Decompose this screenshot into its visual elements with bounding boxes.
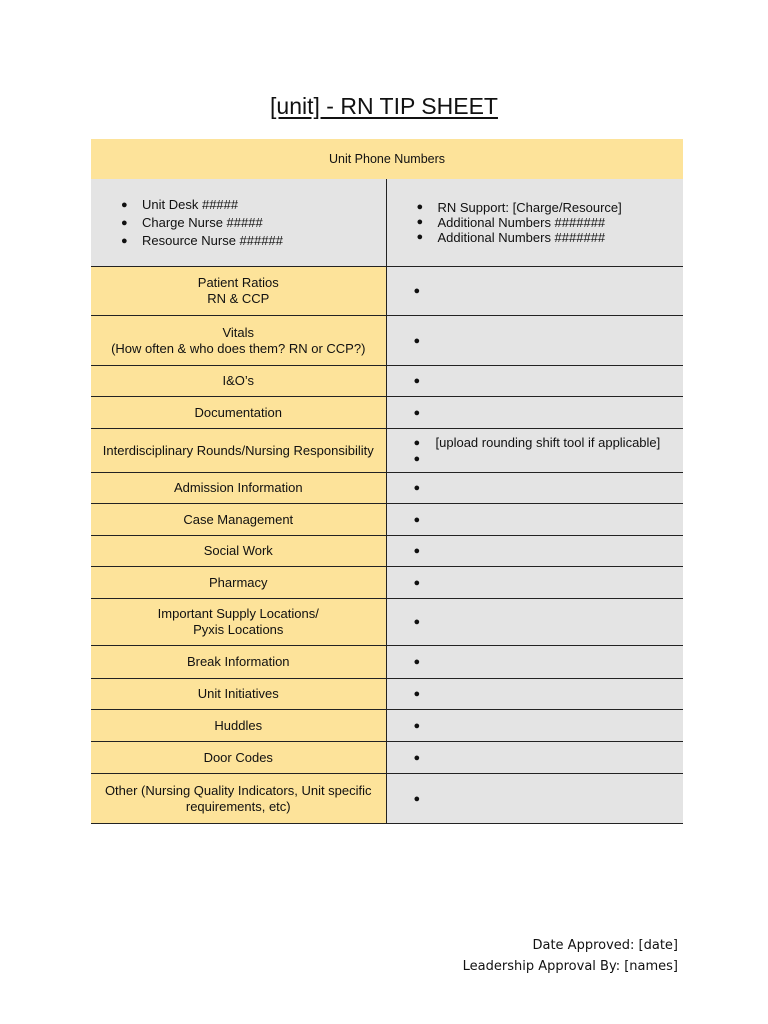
topic-label [91,646,386,679]
bullet-icon: ● [413,576,421,589]
entry-bullet-item [387,686,684,702]
bullet-icon: ● [413,751,421,764]
bullet-icon: ● [121,198,128,211]
bullet-icon: ● [413,513,421,526]
leadership-approval: Leadership Approval By: [names] [462,959,678,974]
bullet-icon: ● [413,285,421,297]
topic-entry [386,742,683,774]
topic-label-line: (How often & who does them? RN or CCP?) [111,340,366,356]
bullet-icon: ● [416,201,424,213]
bullet-icon: ● [413,719,421,732]
entry-bullet-item [387,512,684,528]
phone-number-item [416,230,684,245]
topic-entry [386,316,683,366]
bullet-icon: ● [416,216,424,228]
entry-bullet-item [387,435,684,451]
phone-numbers-heading: Unit Phone Numbers [91,139,683,179]
topic-row [91,774,683,824]
topic-label-line: I&O’s [222,373,255,388]
entry-bullet-item [387,333,684,349]
topic-label [91,504,386,536]
topic-label-line: Case Management [183,511,294,527]
topic-label [91,742,386,774]
topic-entry [386,473,683,504]
topic-label-line: Patient Ratios [197,275,279,290]
topic-label [91,536,386,567]
topic-label [91,567,386,599]
phone-numbers-right-cell [386,179,683,267]
topic-label [91,429,386,473]
topic-entry [386,504,683,536]
entry-bullet-item [387,614,684,630]
topic-label [91,710,386,742]
topic-label-line: Door Codes [203,749,273,765]
phone-numbers-right-list [387,200,684,245]
topic-label [91,473,386,504]
topic-entry [386,710,683,742]
topic-label-line: Documentation [194,404,282,420]
topic-row [91,646,683,679]
topic-row [91,567,683,599]
tip-sheet-table [91,139,683,824]
entry-bullet-item [387,373,684,389]
document-title: [unit] - RN TIP SHEET [270,93,498,119]
topic-label-line: Other (Nursing Quality Indicators, Unit specific [104,782,372,798]
phone-number-text: Unit Desk ##### [142,196,239,212]
entry-bullet-item [387,543,684,559]
topic-entry [386,366,683,397]
entry-bullet-item [387,405,684,421]
topic-label-line: Admission Information [173,480,303,495]
bullet-icon: ● [413,452,421,465]
bullet-icon: ● [413,616,421,628]
phone-number-text: RN Support: [Charge/Resource] [437,200,622,215]
entry-bullet-item [387,750,684,766]
topic-entry [386,599,683,646]
topic-row [91,267,683,316]
entry-bullet-item [387,575,684,591]
topic-row [91,679,683,710]
topic-label [91,366,386,397]
approval-footer [463,935,678,977]
bullet-icon: ● [413,482,421,494]
phone-number-item [416,200,684,215]
topic-label [91,267,386,316]
phone-number-text: Resource Nurse ###### [142,232,283,248]
topic-row [91,599,683,646]
topic-label-line: requirements, etc) [185,798,291,814]
topic-row [91,316,683,366]
entry-bullet-item [387,451,684,467]
topic-row [91,429,683,473]
bullet-icon: ● [413,406,421,419]
topic-entry [386,429,683,473]
entry-bullet-item [387,718,684,734]
phone-number-item [416,215,684,230]
topic-entry [386,536,683,567]
entry-bullet-item [387,791,684,807]
bullet-icon: ● [413,792,421,805]
phone-number-item [121,214,386,232]
topic-label-line: RN & CCP [207,291,270,306]
topic-entry [386,397,683,429]
topic-label-line: Important Supply Locations/ [157,606,319,621]
topic-row [91,710,683,742]
entry-bullet-item [387,654,684,670]
topic-label [91,316,386,366]
phone-number-text: Additional Numbers ####### [437,215,606,230]
bullet-icon: ● [121,216,128,229]
topic-row [91,366,683,397]
topic-entry [386,267,683,316]
topic-row [91,504,683,536]
entry-text: [upload rounding shift tool if applicable] [435,434,661,450]
topic-label [91,774,386,824]
phone-number-text: Additional Numbers ####### [437,230,606,245]
topic-row [91,742,683,774]
bullet-icon: ● [416,231,424,243]
phone-number-item [121,232,386,250]
entry-bullet-item [387,283,684,299]
topic-label-line: Interdisciplinary Rounds/Nursing Responsibility [102,442,374,458]
topic-label-line: Social Work [203,543,273,558]
topic-label-line: Vitals [222,324,255,340]
topic-label-line: Unit Initiatives [197,686,279,701]
topic-row [91,473,683,504]
topic-entry [386,774,683,824]
phone-numbers-left-cell [91,179,386,267]
phone-numbers-row [91,179,683,267]
bullet-icon: ● [121,234,128,247]
bullet-icon: ● [413,375,421,387]
bullet-icon: ● [413,656,421,668]
topic-label [91,679,386,710]
topic-label-line: Huddles [214,717,263,733]
topic-label-line: Pyxis Locations [193,622,284,637]
phone-numbers-left-list [91,196,386,250]
topic-label [91,599,386,646]
topic-label-line: Break Information [186,654,290,669]
bullet-icon: ● [413,436,421,449]
topic-row [91,397,683,429]
topic-entry [386,679,683,710]
topic-entry [386,646,683,679]
bullet-icon: ● [413,334,421,347]
topic-row [91,536,683,567]
topic-entry [386,567,683,599]
date-approved: Date Approved: [date] [532,938,678,953]
phone-number-text: Charge Nurse ##### [142,214,263,230]
topic-label-line: Pharmacy [208,574,268,590]
bullet-icon: ● [413,545,421,557]
bullet-icon: ● [413,688,421,700]
phone-numbers-header-row [91,139,683,179]
topic-label [91,397,386,429]
entry-bullet-item [387,480,684,496]
phone-number-item [121,196,386,214]
